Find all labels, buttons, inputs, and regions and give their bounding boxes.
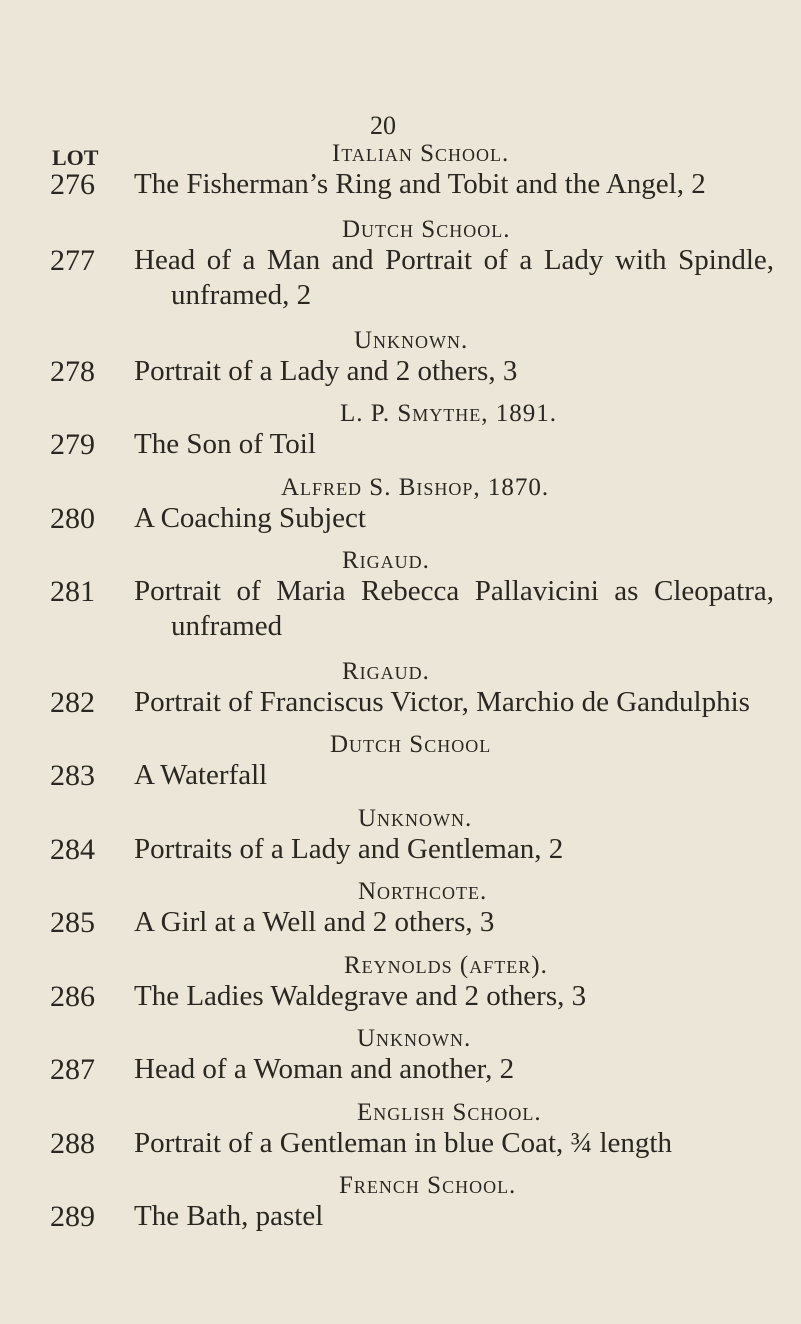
lot-number: 285 — [50, 906, 95, 939]
catalogue-entry-277 — [0, 216, 801, 311]
artist-heading: Dutch School — [330, 731, 492, 758]
lot-title: A Coaching Subject — [134, 502, 366, 534]
lot-title: The Fisherman’s Ring and Tobit and the Angel, 2 — [134, 168, 706, 200]
lot-title: Portrait of a Gentleman in blue Coat, ¾ length — [134, 1127, 672, 1159]
lot-number: 276 — [50, 168, 95, 201]
catalogue-entry-285 — [0, 878, 801, 939]
lot-title: A Girl at a Well and 2 others, 3 — [134, 906, 495, 938]
lot-title: Portrait of a Lady and 2 others, 3 — [134, 355, 518, 387]
lot-number: 277 — [50, 244, 95, 277]
artist-heading: Unknown. — [357, 1025, 472, 1052]
lot-title: The Son of Toil — [134, 428, 316, 460]
lot-number: 289 — [50, 1200, 95, 1233]
artist-heading: English School. — [357, 1099, 542, 1126]
artist-heading: Rigaud. — [342, 547, 430, 574]
artist-heading: Rigaud. — [342, 658, 430, 685]
artist-heading: Reynolds (after). — [344, 952, 548, 979]
artist-heading: French School. — [339, 1172, 517, 1199]
catalogue-entry-280 — [0, 474, 801, 535]
lot-title: Head of a Man and Portrait of a Lady with Spindle, — [134, 244, 774, 276]
lot-number: 287 — [50, 1053, 95, 1086]
lot-number: 286 — [50, 980, 95, 1013]
catalogue-entry-288 — [0, 1099, 801, 1160]
artist-heading: Italian School. — [332, 140, 510, 167]
artist-heading: Alfred S. Bishop, 1870. — [281, 474, 550, 501]
lot-number: 283 — [50, 759, 95, 792]
lot-number: 280 — [50, 502, 95, 535]
catalogue-entry-287 — [0, 1025, 801, 1086]
lot-title: The Bath, pastel — [134, 1200, 324, 1232]
catalogue-entry-289 — [0, 1172, 801, 1233]
lot-number: 278 — [50, 355, 95, 388]
lot-title-continued: unframed, 2 — [171, 279, 312, 311]
lot-title: Portraits of a Lady and Gentleman, 2 — [134, 833, 564, 865]
catalogue-entry-281 — [0, 547, 801, 642]
artist-heading: Dutch School. — [342, 216, 511, 243]
lot-number: 279 — [50, 428, 95, 461]
catalogue-entry-282 — [0, 658, 801, 719]
catalogue-entry-279 — [0, 400, 801, 461]
lot-title: A Waterfall — [134, 759, 268, 791]
lot-column-header: LOT — [52, 145, 99, 170]
lot-number: 281 — [50, 575, 95, 608]
lot-title-continued: unframed — [171, 610, 283, 642]
lot-title: Portrait of Maria Rebecca Pallavicini as Cleopatra, — [134, 575, 774, 607]
lot-number: 282 — [50, 686, 95, 719]
artist-heading: Northcote. — [358, 878, 488, 905]
lot-number: 284 — [50, 833, 95, 866]
lot-number: 288 — [50, 1127, 95, 1160]
lot-title: Portrait of Franciscus Victor, Marchio de Gandulphis — [134, 686, 750, 718]
catalogue-entry-286 — [0, 952, 801, 1013]
page-number: 20 — [370, 111, 396, 140]
lot-title: Head of a Woman and another, 2 — [134, 1053, 515, 1085]
artist-heading: Unknown. — [358, 805, 473, 832]
lot-title: The Ladies Waldegrave and 2 others, 3 — [134, 980, 587, 1012]
catalogue-entry-283 — [0, 731, 801, 792]
catalogue-entry-278 — [0, 327, 801, 388]
artist-heading: Unknown. — [354, 327, 469, 354]
artist-heading: L. P. Smythe, 1891. — [340, 400, 558, 427]
catalogue-entry-284 — [0, 805, 801, 866]
